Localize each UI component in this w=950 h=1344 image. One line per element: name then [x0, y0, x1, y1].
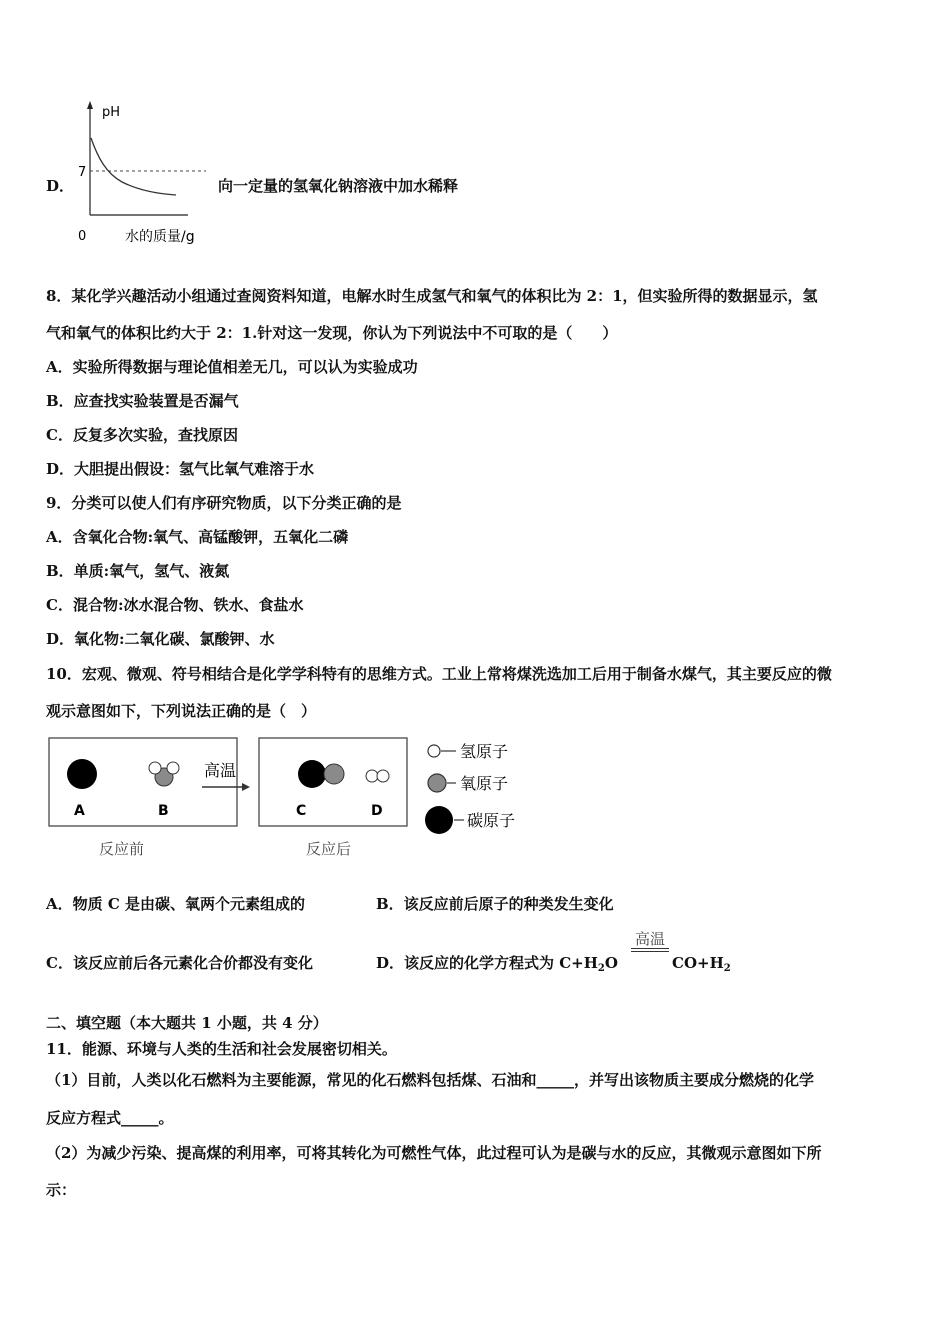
legend-oxygen: 氧原子	[460, 774, 509, 793]
equation-line-top	[631, 948, 669, 949]
q10-option-d-product: $CO+H_2$	[672, 954, 731, 974]
q8-stem-line1: 8．某化学兴趣活动小组通过查阅资料知道，电解水时生成氢气和氧气的体积比为 2：1，但实验所得的数据显示，氢	[46, 287, 818, 305]
q11-part1-line2: 反应方程式_____。	[46, 1109, 174, 1127]
label-b: B	[158, 803, 169, 819]
carbon-atom-a	[67, 759, 97, 789]
q9-stem: 9．分类可以使人们有序研究物质，以下分类正确的是	[46, 494, 402, 512]
reaction-micro-diagram	[44, 732, 544, 867]
equation-line-bottom	[631, 951, 669, 952]
legend-hydrogen-icon	[428, 745, 440, 757]
q8-option-a: A．实验所得数据与理论值相差无几，可以认为实验成功	[46, 358, 418, 376]
origin-label: 0	[78, 229, 87, 244]
q10-stem-line1: 10．宏观、微观、符号相结合是化学学科特有的思维方式。工业上常将煤洗选加工后用于制备水煤气，其主要反应的微	[46, 665, 832, 683]
legend-carbon-icon	[425, 806, 453, 834]
legend-oxygen-icon	[428, 774, 446, 792]
legend-hydrogen: 氢原子	[460, 742, 509, 761]
q10-option-b: B．该反应前后原子的种类发生变化	[376, 895, 614, 913]
q11-part2-line2: 示：	[46, 1181, 77, 1199]
q9-option-d: D．氧化物:二氧化碳、氯酸钾、水	[46, 630, 275, 648]
label-a: A	[74, 803, 85, 819]
q8-option-d: D．大胆提出假设：氢气比氧气难溶于水	[46, 460, 315, 478]
y-axis-arrow	[87, 101, 93, 109]
q8-option-c: C．反复多次实验，查找原因	[46, 426, 238, 444]
ph-dilution-graph	[70, 98, 220, 248]
q10-option-c: C．该反应前后各元素化合价都没有变化	[46, 954, 313, 972]
q11-part1-line1: （1）目前，人类以化石燃料为主要能源，常见的化石燃料包括煤、石油和_____，并写出该物质主要成分燃烧的化学	[46, 1071, 814, 1089]
q10-option-a: A．物质 C 是由碳、氧两个元素组成的	[46, 895, 306, 913]
q7-option-d-text: 向一定量的氢氧化钠溶液中加水稀释	[218, 177, 459, 195]
q10-stem-line2: 观示意图如下，下列说法正确的是（ ）	[46, 702, 317, 720]
arrow-condition-label: 高温	[204, 761, 237, 780]
label-d: D	[371, 803, 383, 819]
q9-option-a: A．含氧化合物:氧气、高锰酸钾，五氧化二磷	[46, 528, 349, 546]
legend-carbon: 碳原子	[467, 811, 516, 830]
q8-stem-line2: 气和氧气的体积比约大于 2：1.针对这一发现，你认为下列说法中不可取的是（ ）	[46, 324, 618, 342]
equation-condition: 高温	[634, 930, 665, 948]
q11-part2-line1: （2）为减少污染、提高煤的利用率，可将其转化为可燃性气体，此过程可认为是碳与水的反应，其微观示意图如下所	[46, 1144, 822, 1162]
q9-option-b: B．单质:氧气，氢气、液氮	[46, 562, 230, 580]
co-molecule-c	[298, 760, 344, 788]
section2-heading: 二、填空题（本大题共 1 小题，共 4 分）	[46, 1014, 328, 1032]
ph-curve	[91, 138, 176, 195]
before-label: 反应前	[99, 840, 145, 858]
y-axis-label: pH	[102, 105, 121, 120]
q10-option-d: D．该反应的化学方程式为 $C+H_2O$	[376, 954, 618, 974]
ph-7-tick-label: 7	[78, 165, 87, 180]
label-c: C	[296, 803, 307, 819]
after-label: 反应后	[306, 840, 352, 858]
q9-option-c: C．混合物:冰水混合物、铁水、食盐水	[46, 596, 304, 614]
q11-stem: 11．能源、环境与人类的生活和社会发展密切相关。	[46, 1040, 397, 1058]
q8-option-b: B．应查找实验装置是否漏气	[46, 392, 239, 410]
x-axis-label: 水的质量/g	[125, 229, 195, 245]
q7-option-d-label: D．	[46, 177, 75, 195]
